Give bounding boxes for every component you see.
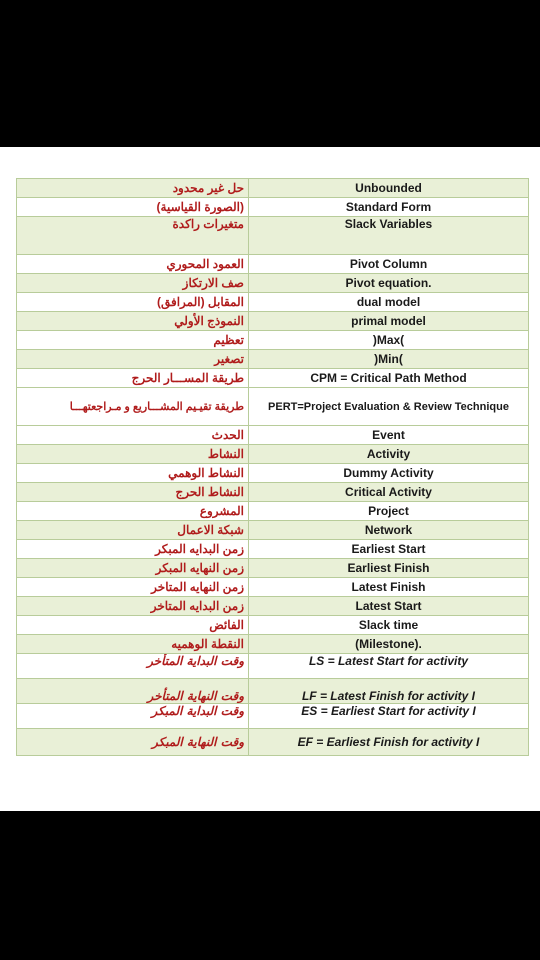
- table-row: [17, 654, 529, 679]
- table-row: [17, 293, 529, 312]
- arabic-term: زمن النهايه المتاخر: [17, 578, 249, 597]
- english-term: Latest Finish: [249, 578, 529, 597]
- table-row: [17, 255, 529, 274]
- table-row: [17, 445, 529, 464]
- english-term: )Min(: [249, 350, 529, 369]
- english-term: Slack Variables: [249, 217, 529, 255]
- arabic-term: وقت النهاية المبكر: [17, 729, 249, 756]
- document-page: [0, 147, 540, 811]
- english-term: (Milestone).: [249, 635, 529, 654]
- english-term: ES = Earliest Start for activity I: [249, 704, 529, 729]
- arabic-term: تعظيم: [17, 331, 249, 350]
- arabic-term: متغيرات راكدة: [17, 217, 249, 255]
- arabic-term: الفائض: [17, 616, 249, 635]
- arabic-term: المشروع: [17, 502, 249, 521]
- english-term: PERT=Project Evaluation & Review Technique: [249, 388, 529, 426]
- arabic-term: العمود المحوري: [17, 255, 249, 274]
- table-row: [17, 597, 529, 616]
- english-term: Latest Start: [249, 597, 529, 616]
- table-row: [17, 635, 529, 654]
- table-row: [17, 502, 529, 521]
- table-row: [17, 540, 529, 559]
- english-term: dual model: [249, 293, 529, 312]
- table-row: [17, 521, 529, 540]
- english-term: Pivot equation.: [249, 274, 529, 293]
- arabic-term: تصغير: [17, 350, 249, 369]
- english-term: Network: [249, 521, 529, 540]
- english-term: Standard Form: [249, 198, 529, 217]
- arabic-term: زمن النهايه المبكر: [17, 559, 249, 578]
- english-term: Activity: [249, 445, 529, 464]
- english-term: Earliest Start: [249, 540, 529, 559]
- table-row: [17, 679, 529, 704]
- arabic-term: النموذج الأولي: [17, 312, 249, 331]
- arabic-term: وقت البداية المبكر: [17, 704, 249, 729]
- glossary-table: [16, 178, 529, 756]
- table-row: [17, 217, 529, 255]
- arabic-term: النشاط الوهمي: [17, 464, 249, 483]
- table-row: [17, 426, 529, 445]
- table-row: [17, 312, 529, 331]
- table-row: [17, 274, 529, 293]
- arabic-term: النشاط: [17, 445, 249, 464]
- table-row: [17, 388, 529, 426]
- arabic-term: وقت البداية المتأخر: [17, 654, 249, 679]
- table-row: [17, 369, 529, 388]
- table-row: [17, 331, 529, 350]
- english-term: primal model: [249, 312, 529, 331]
- english-term: LF = Latest Finish for activity I: [249, 679, 529, 704]
- english-term: Earliest Finish: [249, 559, 529, 578]
- english-term: EF = Earliest Finish for activity I: [249, 729, 529, 756]
- table-row: [17, 464, 529, 483]
- arabic-term: النقطة الوهميه: [17, 635, 249, 654]
- arabic-term: حل غير محدود: [17, 179, 249, 198]
- english-term: Dummy Activity: [249, 464, 529, 483]
- arabic-term: الحدث: [17, 426, 249, 445]
- arabic-term: (الصورة القياسية): [17, 198, 249, 217]
- english-term: Slack time: [249, 616, 529, 635]
- arabic-term: طريقة المســـار الحرج: [17, 369, 249, 388]
- arabic-term: صف الارتكاز: [17, 274, 249, 293]
- table-row: [17, 616, 529, 635]
- english-term: Event: [249, 426, 529, 445]
- arabic-term: زمن البدايه المبكر: [17, 540, 249, 559]
- english-term: Critical Activity: [249, 483, 529, 502]
- english-term: Project: [249, 502, 529, 521]
- english-term: CPM = Critical Path Method: [249, 369, 529, 388]
- arabic-term: المقابل (المرافق): [17, 293, 249, 312]
- english-term: Pivot Column: [249, 255, 529, 274]
- english-term: LS = Latest Start for activity: [249, 654, 529, 679]
- english-term: Unbounded: [249, 179, 529, 198]
- arabic-term: وقت النهاية المتأخر: [17, 679, 249, 704]
- table-row: [17, 350, 529, 369]
- arabic-term: النشاط الحرج: [17, 483, 249, 502]
- english-term: )Max(: [249, 331, 529, 350]
- table-row: [17, 198, 529, 217]
- arabic-term: زمن البدايه المتاخر: [17, 597, 249, 616]
- table-row: [17, 578, 529, 597]
- table-row: [17, 704, 529, 729]
- arabic-term: شبكة الاعمال: [17, 521, 249, 540]
- arabic-term: طريقة تقيـيم المشـــاريع و مـراجعتهـــا: [17, 388, 249, 426]
- table-row: [17, 559, 529, 578]
- table-row: [17, 483, 529, 502]
- table-row: [17, 729, 529, 756]
- table-row: [17, 179, 529, 198]
